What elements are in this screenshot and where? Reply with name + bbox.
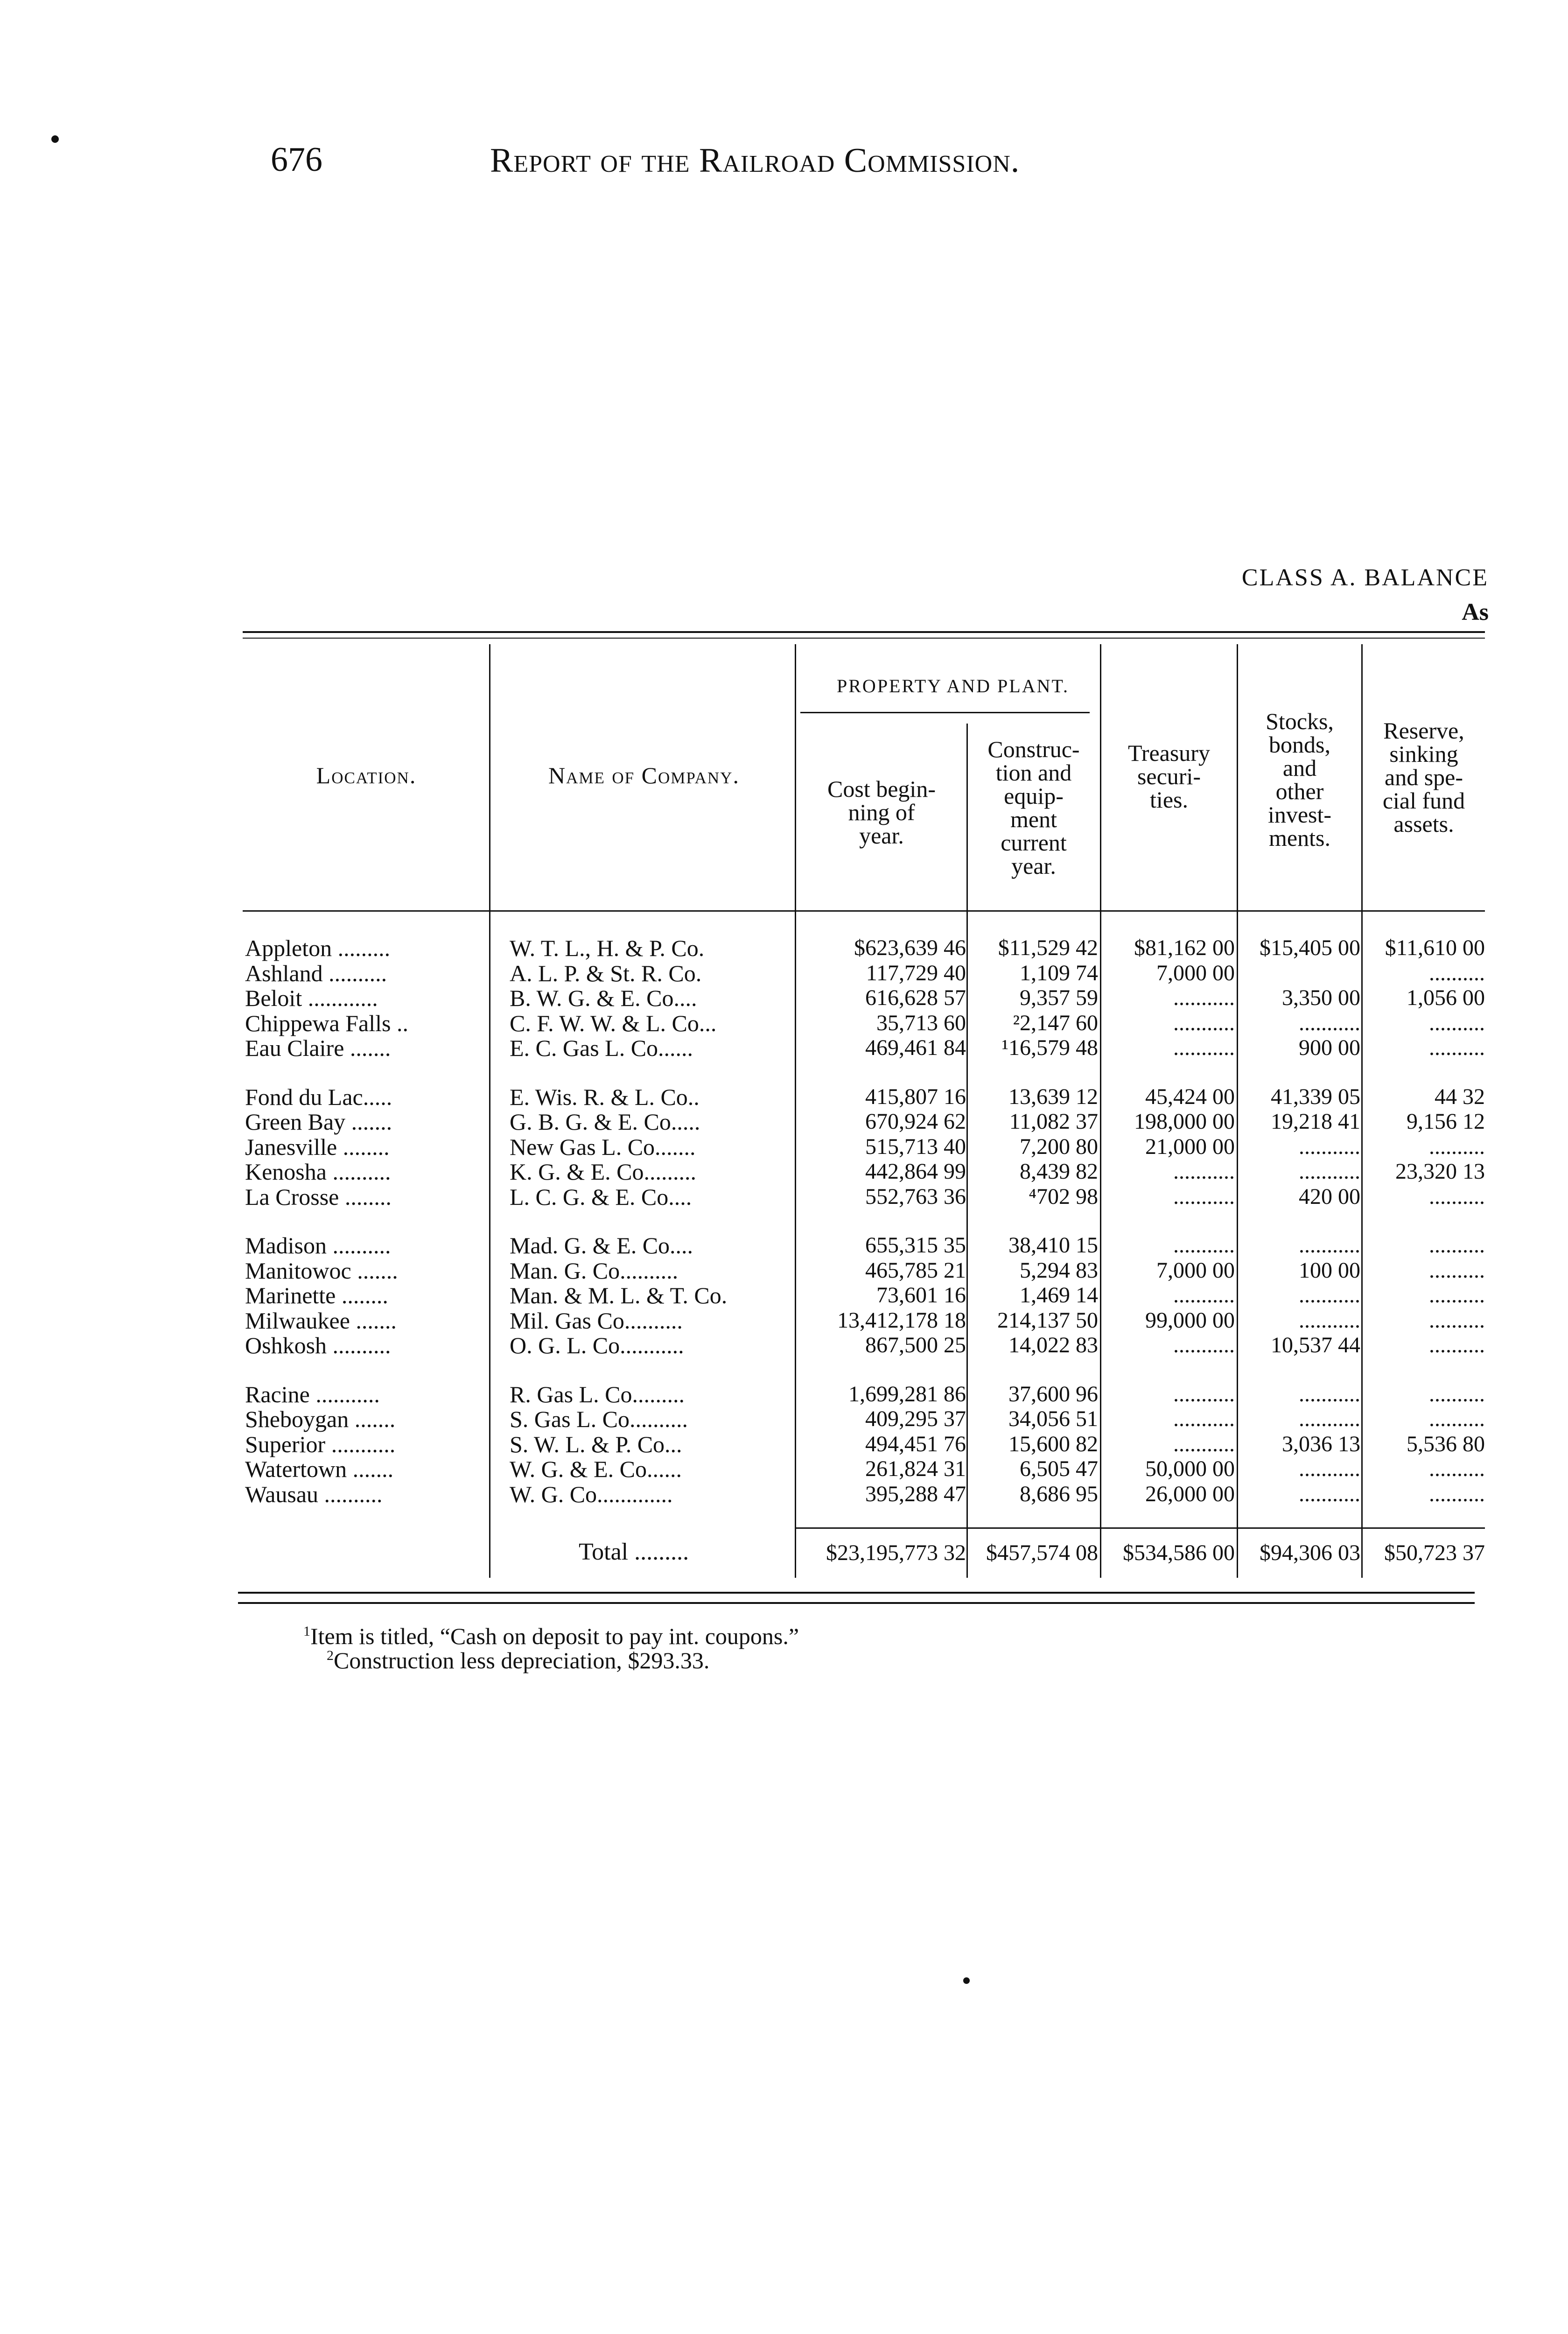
row-treasury: 26,000 00 [1145, 1481, 1235, 1506]
row-stocks: ........... [1299, 1010, 1360, 1035]
running-head: Report of the Railroad Commission. [490, 141, 1020, 180]
header-location: Location. [316, 762, 417, 788]
table-top-rule-2 [243, 638, 1485, 639]
header-property-and-plant: PROPERTY AND PLANT. [837, 675, 1069, 696]
row-reserve: 23,320 13 [1395, 1159, 1485, 1184]
row-cost: 655,315 35 [865, 1233, 966, 1258]
row-construction: 37,600 96 [1008, 1381, 1098, 1406]
row-treasury: ........... [1173, 1333, 1235, 1357]
row-location: Milwaukee ....... [245, 1307, 397, 1334]
row-cost: 515,713 40 [865, 1134, 966, 1159]
row-treasury: ........... [1173, 1233, 1235, 1258]
property-group-rule [800, 712, 1090, 713]
row-company: W. T. L., H. & P. Co. [510, 935, 705, 961]
row-treasury: ........... [1173, 1184, 1235, 1209]
row-stocks: ........... [1299, 1456, 1360, 1481]
row-location: Superior ........... [245, 1431, 396, 1457]
row-cost: 395,288 47 [865, 1481, 966, 1506]
scan-speck [963, 1977, 970, 1984]
row-cost: 469,461 84 [865, 1035, 966, 1060]
row-company: E. Wis. R. & L. Co.. [510, 1083, 700, 1110]
row-company: E. C. Gas L. Co...... [510, 1035, 693, 1061]
row-construction: 11,082 37 [1009, 1109, 1098, 1134]
row-construction: 38,410 15 [1008, 1233, 1098, 1258]
footnote-1: $^1$Item is titled, “Cash on deposit to pay int. coupons.” [303, 1623, 799, 1649]
row-reserve: $11,610 00 [1385, 935, 1485, 960]
row-cost: 670,924 62 [865, 1109, 966, 1134]
row-construction: 214,137 50 [997, 1308, 1098, 1333]
row-cost: 13,412,178 18 [837, 1308, 966, 1333]
row-treasury: 45,424 00 [1145, 1084, 1235, 1109]
row-construction: 9,357 59 [1020, 985, 1098, 1010]
row-stocks: 420 00 [1299, 1184, 1360, 1209]
row-reserve: .......... [1429, 1010, 1485, 1035]
total-label: Total ......... [579, 1539, 689, 1565]
row-reserve: .......... [1429, 1258, 1485, 1283]
row-location: Appleton ......... [245, 935, 391, 961]
col-divider [795, 644, 796, 1578]
row-reserve: .......... [1429, 1481, 1485, 1506]
header-bottom-rule [243, 910, 1485, 912]
row-stocks: 3,350 00 [1282, 985, 1360, 1010]
row-cost: 494,451 76 [865, 1431, 966, 1456]
row-company: K. G. & E. Co......... [510, 1159, 696, 1185]
row-stocks: ........... [1299, 1381, 1360, 1406]
row-company: S. W. L. & P. Co... [510, 1431, 682, 1457]
row-construction: 15,600 82 [1008, 1431, 1098, 1456]
row-location: Eau Claire ....... [245, 1035, 391, 1061]
row-location: Fond du Lac..... [245, 1083, 392, 1110]
row-location: Green Bay ....... [245, 1109, 392, 1135]
total-construction: $457,574 08 [986, 1540, 1098, 1565]
footnote-2: $^2$Construction less depreciation, $293.33. [327, 1647, 710, 1673]
row-treasury: 21,000 00 [1145, 1134, 1235, 1159]
row-cost: $623,639 46 [854, 935, 966, 960]
row-construction: 34,056 51 [1008, 1406, 1098, 1431]
row-construction: $11,529 42 [998, 935, 1098, 960]
total-treasury: $534,586 00 [1123, 1540, 1235, 1565]
row-company: New Gas L. Co....... [510, 1133, 696, 1160]
col-divider [489, 644, 490, 1578]
row-company: B. W. G. & E. Co.... [510, 985, 697, 1011]
row-treasury: ........... [1173, 1406, 1235, 1431]
row-treasury: $81,162 00 [1134, 935, 1235, 960]
row-treasury: ........... [1173, 1010, 1235, 1035]
row-company: Mil. Gas Co.......... [510, 1307, 683, 1334]
row-location: Watertown ....... [245, 1456, 394, 1482]
row-location: Marinette ........ [245, 1282, 388, 1308]
row-cost: 1,699,281 86 [848, 1381, 966, 1406]
row-construction: 8,686 95 [1020, 1481, 1098, 1506]
table-bottom-rule-2 [238, 1602, 1475, 1604]
row-cost: 415,807 16 [865, 1084, 966, 1109]
row-treasury: ........... [1173, 1035, 1235, 1060]
row-cost: 616,628 57 [865, 985, 966, 1010]
row-stocks: 100 00 [1299, 1258, 1360, 1283]
row-construction: 8,439 82 [1020, 1159, 1098, 1184]
row-location: Oshkosh .......... [245, 1332, 391, 1358]
row-cost: 117,729 40 [866, 960, 966, 985]
row-treasury: ........... [1173, 1159, 1235, 1184]
row-company: Man. & M. L. & T. Co. [510, 1282, 728, 1308]
row-stocks: 41,339 05 [1271, 1084, 1360, 1109]
row-construction: ²2,147 60 [1013, 1010, 1098, 1035]
row-company: O. G. L. Co........... [510, 1332, 684, 1358]
table-top-rule [243, 631, 1485, 633]
row-construction: ⁴702 98 [1029, 1184, 1098, 1209]
row-reserve: .......... [1429, 1035, 1485, 1060]
row-cost: 73,601 16 [876, 1283, 966, 1308]
row-company: Man. G. Co.......... [510, 1257, 679, 1284]
row-stocks: 900 00 [1299, 1035, 1360, 1060]
row-construction: 7,200 80 [1020, 1134, 1098, 1159]
row-treasury: 50,000 00 [1145, 1456, 1235, 1481]
row-cost: 35,713 60 [876, 1010, 966, 1035]
header-company: Name of Company. [548, 762, 740, 788]
row-stocks: ........... [1299, 1159, 1360, 1184]
section-subtitle: As [1462, 599, 1489, 626]
row-treasury: 7,000 00 [1156, 1258, 1235, 1283]
row-location: Wausau .......... [245, 1481, 383, 1507]
row-reserve: .......... [1429, 1283, 1485, 1308]
row-location: Janesville ........ [245, 1133, 390, 1160]
row-construction: 1,109 74 [1020, 960, 1098, 985]
row-company: G. B. G. & E. Co..... [510, 1109, 700, 1135]
row-stocks: ........... [1299, 1481, 1360, 1506]
row-construction: 6,505 47 [1020, 1456, 1098, 1481]
row-reserve: .......... [1429, 960, 1485, 985]
page-number: 676 [271, 141, 322, 179]
row-company: A. L. P. & St. R. Co. [510, 960, 702, 986]
row-reserve: .......... [1429, 1406, 1485, 1431]
row-construction: 13,639 12 [1008, 1084, 1098, 1109]
row-stocks: $15,405 00 [1260, 935, 1360, 960]
total-top-rule [796, 1527, 1485, 1529]
row-stocks: 3,036 13 [1282, 1431, 1360, 1456]
row-cost: 465,785 21 [865, 1258, 966, 1283]
row-location: Racine ........... [245, 1381, 380, 1407]
row-stocks: ........... [1299, 1406, 1360, 1431]
row-company: W. G. & E. Co...... [510, 1456, 682, 1482]
total-reserve: $50,723 37 [1384, 1540, 1485, 1565]
header-cost: Cost begin- ning of year. [827, 776, 936, 849]
row-company: W. G. Co............. [510, 1481, 673, 1507]
header-reserve: Reserve, sinking and spe- cial fund assets. [1382, 717, 1465, 837]
row-location: Chippewa Falls .. [245, 1010, 408, 1036]
row-location: La Crosse ........ [245, 1183, 392, 1210]
row-reserve: 44 32 [1435, 1084, 1485, 1109]
row-reserve: .......... [1429, 1333, 1485, 1357]
scan-speck [51, 135, 59, 143]
row-reserve: .......... [1429, 1134, 1485, 1159]
row-location: Beloit ............ [245, 985, 378, 1011]
row-reserve: .......... [1429, 1381, 1485, 1406]
row-company: R. Gas L. Co......... [510, 1381, 685, 1407]
row-stocks: 10,537 44 [1271, 1333, 1360, 1357]
row-construction: 14,022 83 [1008, 1333, 1098, 1357]
row-company: Mad. G. & E. Co.... [510, 1232, 693, 1258]
header-treasury: Treasury securi- ties. [1128, 740, 1210, 813]
row-cost: 442,864 99 [865, 1159, 966, 1184]
total-cost: $23,195,773 32 [826, 1540, 966, 1565]
row-company: C. F. W. W. & L. Co... [510, 1010, 717, 1036]
row-treasury: ........... [1173, 1431, 1235, 1456]
row-treasury: 198,000 00 [1134, 1109, 1235, 1134]
total-stocks: $94,306 03 [1260, 1540, 1360, 1565]
row-reserve: 9,156 12 [1407, 1109, 1485, 1134]
row-construction: 1,469 14 [1020, 1283, 1098, 1308]
row-company: L. C. G. & E. Co.... [510, 1183, 692, 1210]
row-treasury: ........... [1173, 1283, 1235, 1308]
row-stocks: ........... [1299, 1134, 1360, 1159]
row-treasury: ........... [1173, 985, 1235, 1010]
row-cost: 261,824 31 [865, 1456, 966, 1481]
row-construction: ¹16,579 48 [1001, 1035, 1098, 1060]
row-reserve: .......... [1429, 1233, 1485, 1258]
row-reserve: .......... [1429, 1308, 1485, 1333]
row-stocks: 19,218 41 [1271, 1109, 1360, 1134]
row-cost: 867,500 25 [865, 1333, 966, 1357]
row-reserve: .......... [1429, 1456, 1485, 1481]
row-location: Sheboygan ....... [245, 1406, 396, 1432]
row-treasury: ........... [1173, 1381, 1235, 1406]
section-title: CLASS A. BALANCE [1241, 564, 1489, 591]
row-treasury: 7,000 00 [1156, 960, 1235, 985]
row-stocks: ........... [1299, 1308, 1360, 1333]
row-reserve: 5,536 80 [1407, 1431, 1485, 1456]
row-cost: 409,295 37 [865, 1406, 966, 1431]
row-reserve: .......... [1429, 1184, 1485, 1209]
row-treasury: 99,000 00 [1145, 1308, 1235, 1333]
row-reserve: 1,056 00 [1407, 985, 1485, 1010]
row-location: Kenosha .......... [245, 1159, 391, 1185]
header-stocks: Stocks, bonds, and other invest- ments. [1266, 708, 1334, 851]
row-location: Manitowoc ....... [245, 1257, 398, 1284]
row-cost: 552,763 36 [865, 1184, 966, 1209]
row-construction: 5,294 83 [1020, 1258, 1098, 1283]
row-stocks: ........... [1299, 1233, 1360, 1258]
table-bottom-rule [238, 1592, 1475, 1594]
row-location: Ashland .......... [245, 960, 387, 986]
header-construction: Construc- tion and equip- ment current year. [987, 736, 1080, 879]
row-stocks: ........... [1299, 1283, 1360, 1308]
row-company: S. Gas L. Co.......... [510, 1406, 688, 1432]
row-location: Madison .......... [245, 1232, 391, 1258]
